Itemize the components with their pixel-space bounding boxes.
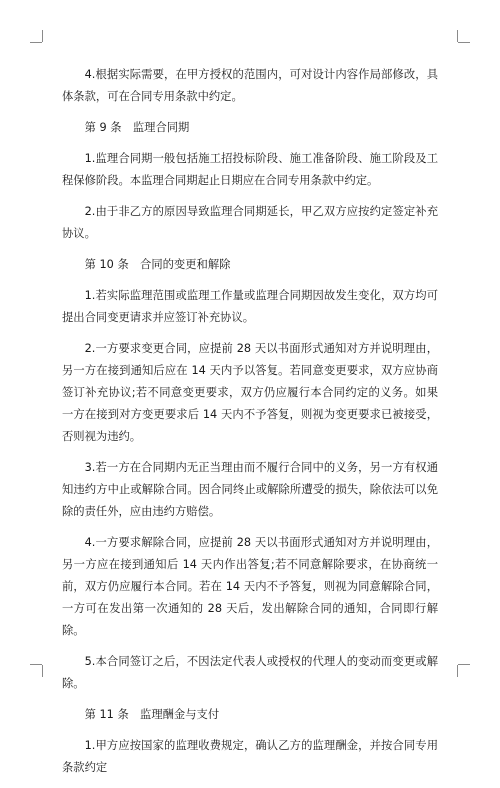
crop-mark-top-left-v [42,30,43,42]
clause-paragraph: 1.若实际监理范围或监理工作量或监理合同期因故发生变化，双方均可提出合同变更请求并应签订补充协议。 [62,289,438,324]
crop-mark-bottom-right-h [458,664,470,665]
crop-mark-bottom-left-h [30,664,42,665]
article-heading: 第 10 条 合同的变更和解除 [84,258,231,271]
clause-paragraph: 4.根据实际需要，在甲方授权的范围内，可对设计内容作局部修改，具体条款，可在合同专用条款中约定。 [62,68,438,103]
crop-mark-bottom-left-v [42,665,43,677]
crop-mark-top-right-h [458,42,470,43]
clause-paragraph: 4.一方要求解除合同，应提前 28 天以书面形式通知对方并说明理由，另一方应在接到通知后 14 天内作出答复;若不同意解除要求，在协商统一前，双方仍应履行本合同。若在 14 天内不予答复，则视为同意解除合同，一方可在发出第一次通知的 28 天后，发出解除合同的通知，合同即行解除。 [62,536,438,637]
document-body [62,64,438,788]
crop-mark-top-right-v [457,30,458,42]
clause-paragraph: 1.甲方应按国家的监理收费规定，确认乙方的监理酬金，并按合同专用条款约定 [62,739,438,774]
article-heading: 第 9 条 监理合同期 [84,121,190,134]
article-heading: 第 11 条 监理酬金与支付 [84,708,220,721]
clause-paragraph: 5.本合同签订之后，不因法定代表人或授权的代理人的变动而变更或解除。 [62,655,438,690]
clause-paragraph: 3.若一方在合同期内无正当理由而不履行合同中的义务，另一方有权通知违约方中止或解除合同。因合同终止或解除所遭受的损失，除依法可以免除的责任外，应由违约方赔偿。 [62,461,438,518]
crop-mark-bottom-right-v [457,665,458,677]
clause-paragraph: 1.监理合同期一般包括施工招投标阶段、施工准备阶段、施工阶段及工程保修阶段。本监理合同期起止日期应在合同专用条款中约定。 [62,152,438,187]
clause-paragraph: 2.由于非乙方的原因导致监理合同期延长，甲乙双方应按约定签定补充协议。 [62,205,438,240]
crop-mark-top-left-h [30,42,42,43]
clause-paragraph: 2.一方要求变更合同，应提前 28 天以书面形式通知对方并说明理由，另一方在接到通知后应在 14 天内予以答复。若同意变更要求，双方应协商签订补充协议;若不同意变更要求，双方仍应履行本合同约定的义务。如果一方在接到对方变更要求后 14 天内不予答复，则视为变更要求已被接受，否则视为违约。 [62,342,438,443]
